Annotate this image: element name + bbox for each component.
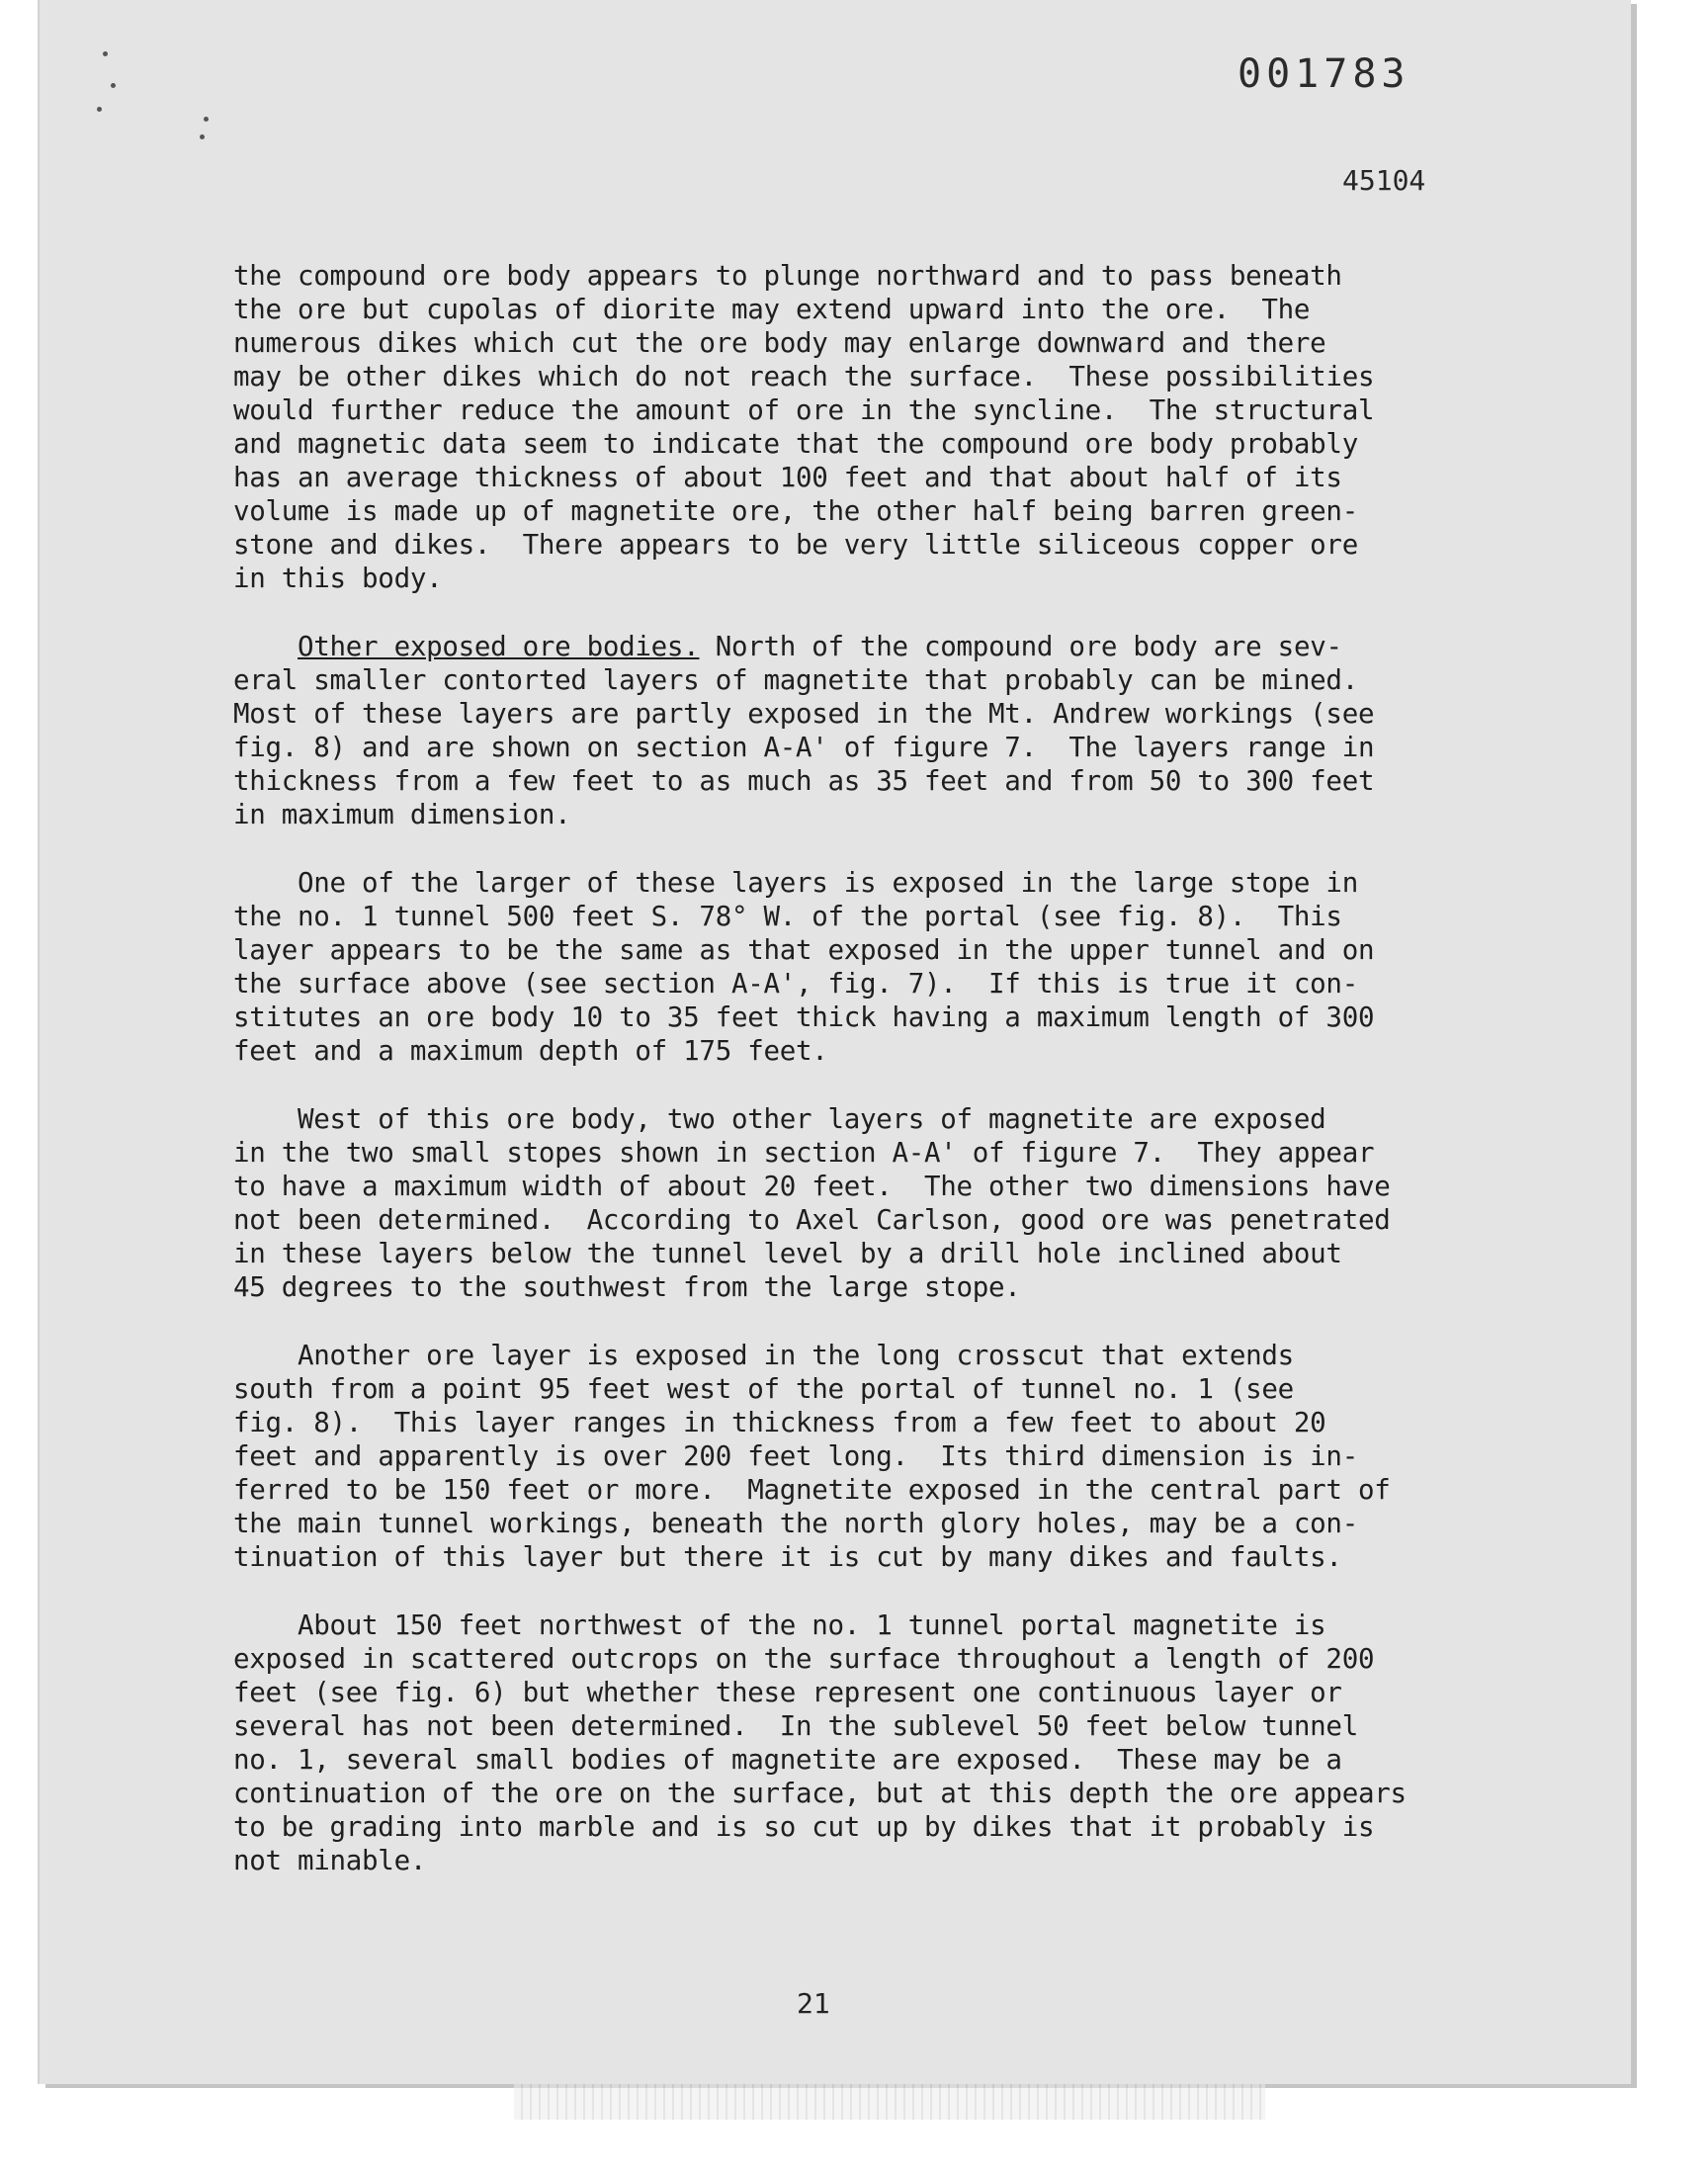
text-line: ferred to be 150 feet or more. Magnetite exposed in the central part of [233,1474,1391,1506]
text-line: West of this ore body, two other layers of magnetite are exposed [233,1103,1326,1135]
page-code: 45104 [1342,164,1426,197]
text-line: the compound ore body appears to plunge northward and to pass beneath [233,260,1342,292]
text-line: in maximum dimension. [233,799,571,830]
text-line: the main tunnel workings, beneath the north glory holes, may be a con- [233,1508,1358,1539]
text-line: continuation of the ore on the surface, but at this depth the ore appears [233,1778,1407,1809]
text-line: numerous dikes which cut the ore body may enlarge downward and there [233,327,1326,359]
text-line: Another ore layer is exposed in the long crosscut that extends [233,1340,1294,1371]
section-heading: Other exposed ore bodies. [298,631,700,662]
scan-speck [111,83,116,88]
text-line: Most of these layers are partly exposed in the Mt. Andrew workings (see [233,698,1375,730]
text-line: feet (see fig. 6) but whether these represent one continuous layer or [233,1677,1342,1708]
paragraph-crosscut-layer [233,1339,1419,1574]
text-line: fig. 8) and are shown on section A-A' of figure 7. The layers range in [233,732,1375,763]
body-text [233,259,1419,1877]
text-line: may be other dikes which do not reach the surface. These possibilities [233,361,1375,392]
text-line: layer appears to be the same as that exposed in the upper tunnel and on [233,934,1375,966]
paragraph-other-exposed-ore-bodies [233,630,1419,831]
text-line: the no. 1 tunnel 500 feet S. 78° W. of the portal (see fig. 8). This [233,901,1342,932]
document-number: 001783 [1238,51,1410,97]
scan-speck [204,117,209,122]
text-line: feet and apparently is over 200 feet long. Its third dimension is in- [233,1440,1358,1472]
text-line: and magnetic data seem to indicate that the compound ore body probably [233,428,1358,460]
text-line: in these layers below the tunnel level by a drill hole inclined about [233,1238,1342,1269]
paragraph-scattered-outcrops [233,1609,1419,1877]
paragraph-west-layers [233,1102,1419,1304]
text-line: stitutes an ore body 10 to 35 feet thick having a maximum length of 300 [233,1001,1375,1033]
page-number: 21 [797,1987,830,2020]
text-line: to be grading into marble and is so cut up by dikes that it probably is [233,1811,1375,1843]
text-line: fig. 8). This layer ranges in thickness from a few feet to about 20 [233,1407,1326,1438]
text-line: to have a maximum width of about 20 feet. The other two dimensions have [233,1171,1391,1202]
text-line: no. 1, several small bodies of magnetite are exposed. These may be a [233,1744,1342,1776]
text-line: About 150 feet northwest of the no. 1 tunnel portal magnetite is [233,1610,1326,1641]
text-line: in this body. [233,563,443,594]
text-line: North of the compound ore body are sev- [699,631,1342,662]
text-line: One of the larger of these layers is exposed in the large stope in [233,867,1358,899]
text-line: would further reduce the amount of ore in the syncline. The structural [233,394,1375,426]
text-line: the ore but cupolas of diorite may extend upward into the ore. The [233,294,1311,325]
text-line: not minable. [233,1845,427,1876]
text-line: thickness from a few feet to as much as 35 feet and from 50 to 300 feet [233,765,1375,797]
text-line: exposed in scattered outcrops on the surface throughout a length of 200 [233,1643,1375,1675]
text-line: in the two small stopes shown in section A-A' of figure 7. They appear [233,1137,1375,1169]
scan-artifact [514,2084,1265,2120]
text-line: volume is made up of magnetite ore, the other half being barren green- [233,495,1358,527]
scan-speck [97,107,102,112]
text-line: south from a point 95 feet west of the portal of tunnel no. 1 (see [233,1373,1294,1405]
text-line: has an average thickness of about 100 feet and that about half of its [233,462,1342,493]
text-line: the surface above (see section A-A', fig. 7). If this is true it con- [233,968,1358,1000]
text-line: 45 degrees to the southwest from the large stope. [233,1271,1021,1303]
text-line: tinuation of this layer but there it is cut by many dikes and faults. [233,1541,1342,1573]
scan-speck [200,134,205,139]
text-line: feet and a maximum depth of 175 feet. [233,1035,828,1067]
scan-speck [103,51,108,56]
text-line: several has not been determined. In the sublevel 50 feet below tunnel [233,1710,1358,1742]
text-line: stone and dikes. There appears to be very little siliceous copper ore [233,529,1358,561]
paragraph-large-stope-layer [233,866,1419,1068]
paragraph-ore-body-plunge [233,259,1419,595]
text-line: not been determined. According to Axel Carlson, good ore was penetrated [233,1204,1391,1236]
text-line: eral smaller contorted layers of magnetite that probably can be mined. [233,664,1358,696]
